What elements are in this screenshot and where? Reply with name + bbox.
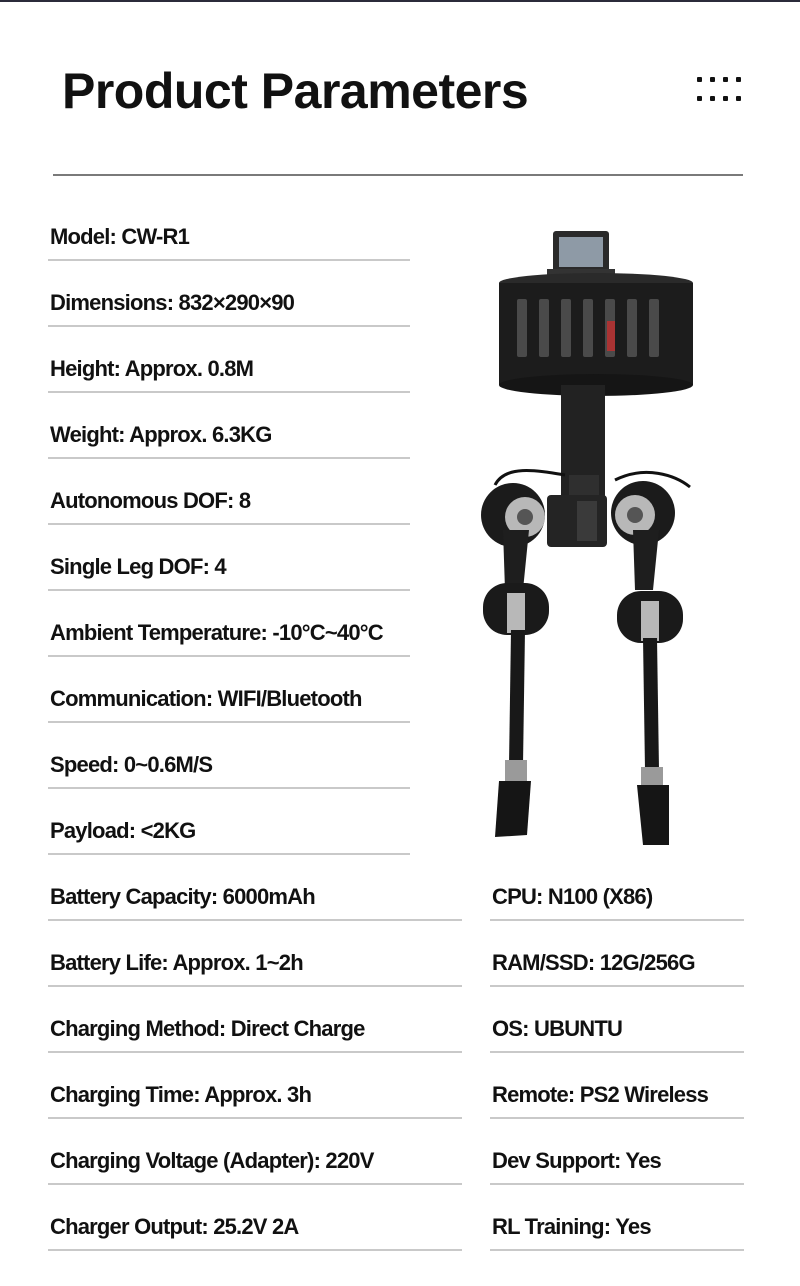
- spec-text: RL Training: Yes: [492, 1214, 651, 1239]
- spec-text: Charging Voltage (Adapter): 220V: [50, 1148, 374, 1173]
- spec-text: Charging Time: Approx. 3h: [50, 1082, 312, 1107]
- spec-row-dev-support: [490, 1139, 744, 1185]
- spec-text: Speed: 0~0.6M/S: [50, 752, 213, 777]
- spec-text: Autonomous DOF: 8: [50, 488, 251, 513]
- spec-row-communication: [48, 677, 410, 723]
- header-divider: [53, 174, 743, 176]
- spec-row-cpu: [490, 875, 744, 921]
- spec-row-payload: [48, 809, 410, 855]
- top-border: [0, 0, 800, 2]
- spec-text: Model: CW-R1: [50, 224, 190, 249]
- spec-row-rl-training: [490, 1205, 744, 1251]
- spec-row-weight: [48, 413, 410, 459]
- spec-text: RAM/SSD: 12G/256G: [492, 950, 695, 975]
- spec-row-height: [48, 347, 410, 393]
- biped-robot-icon: [465, 225, 705, 850]
- spec-row-ambient-temperature: [48, 611, 410, 657]
- spec-row-charging-time: [48, 1073, 462, 1119]
- spec-text: Height: Approx. 0.8M: [50, 356, 254, 381]
- spec-text: Battery Capacity: 6000mAh: [50, 884, 315, 909]
- spec-text: Single Leg DOF: 4: [50, 554, 226, 579]
- spec-row-ram-ssd: [490, 941, 744, 987]
- spec-row-dimensions: [48, 281, 410, 327]
- spec-text: Dev Support: Yes: [492, 1148, 661, 1173]
- spec-text: Communication: WIFI/Bluetooth: [50, 686, 362, 711]
- spec-row-model: [48, 215, 410, 261]
- spec-text: OS: UBUNTU: [492, 1016, 623, 1041]
- spec-row-autonomous-dof: [48, 479, 410, 525]
- page-title: Product Parameters: [62, 63, 529, 119]
- spec-text: Payload: <2KG: [50, 818, 196, 843]
- spec-row-os: [490, 1007, 744, 1053]
- spec-text: Remote: PS2 Wireless: [492, 1082, 709, 1107]
- spec-text: Weight: Approx. 6.3KG: [50, 422, 272, 447]
- spec-row-charging-method: [48, 1007, 462, 1053]
- spec-row-charging-voltage: [48, 1139, 462, 1185]
- spec-row-remote: [490, 1073, 744, 1119]
- spec-text: Dimensions: 832×290×90: [50, 290, 295, 315]
- spec-row-speed: [48, 743, 410, 789]
- spec-text: Battery Life: Approx. 1~2h: [50, 950, 303, 975]
- spec-row-battery-life: [48, 941, 462, 987]
- spec-text: Charging Method: Direct Charge: [50, 1016, 365, 1041]
- spec-text: Charger Output: 25.2V 2A: [50, 1214, 299, 1239]
- spec-row-battery-capacity: [48, 875, 462, 921]
- spec-text: Ambient Temperature: -10°C~40°C: [50, 620, 383, 645]
- dots-grid-icon[interactable]: [697, 77, 743, 103]
- spec-row-single-leg-dof: [48, 545, 410, 591]
- spec-text: CPU: N100 (X86): [492, 884, 653, 909]
- spec-row-charger-output: [48, 1205, 462, 1251]
